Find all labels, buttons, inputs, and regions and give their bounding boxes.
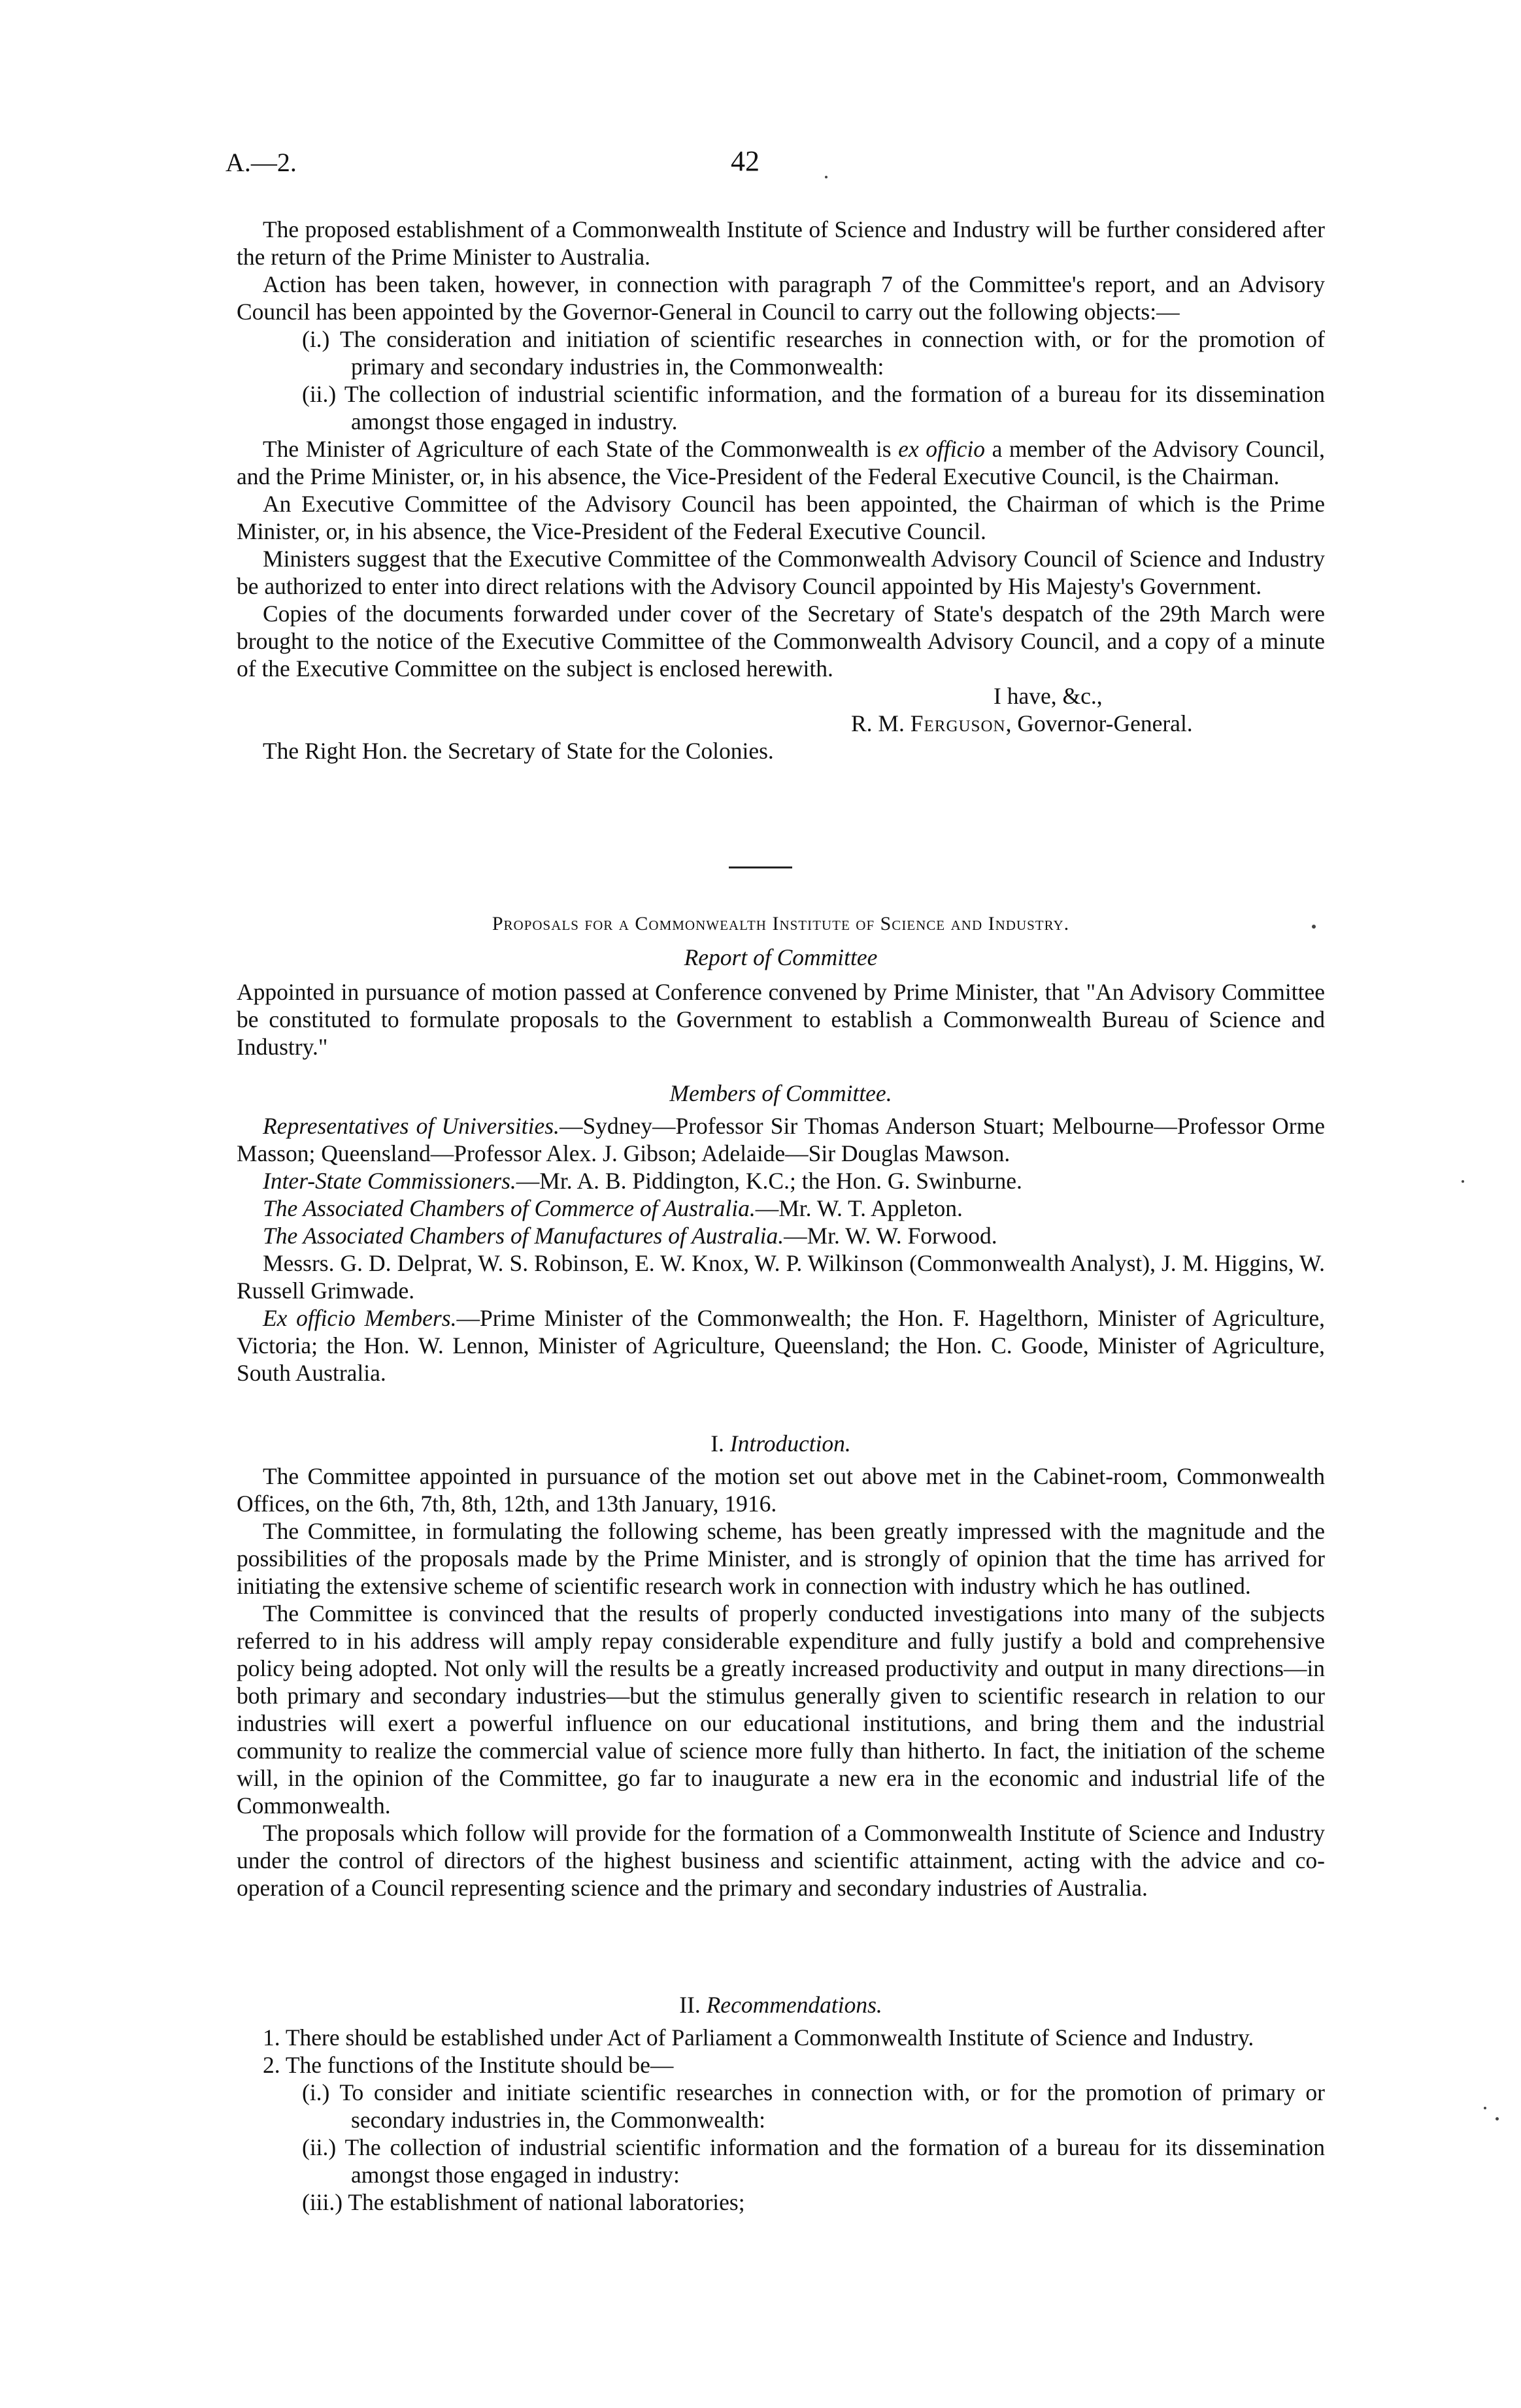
letter-body	[237, 216, 1325, 765]
letter-paragraph: An Executive Committee of the Advisory Council has been appointed, the Chairman of which is the Prime Minister, or, in his absence, the Vice-President of the Federal Executive Council.	[237, 491, 1325, 544]
object-item: (ii.) The collection of industrial scientific information, and the formation of a bureau for its dissemination amongst those engaged in industry.	[302, 381, 1326, 435]
letter-addressee: The Right Hon. the Secretary of State for the Colonies.	[263, 738, 774, 764]
recommendation-item: 1. There should be established under Act of Parliament a Commonwealth Institute of Science and Industry.	[263, 2024, 1254, 2051]
section-heading-recommendations: II. Recommendations.	[679, 1992, 882, 2018]
introduction-paragraph: The Committee appointed in pursuance of the motion set out above met in the Cabinet-room, Commonwealth Offices, on the 6th, 7th, 8th, 12th, and 13th January, 1916.	[237, 1463, 1325, 1517]
report-title: Proposals for a Commonwealth Institute of Science and Industry.	[492, 913, 1070, 934]
member-entry: Messrs. G. D. Delprat, W. S. Robinson, E. W. Knox, W. P. Wilkinson (Commonwealth Analyst), J. M. Higgins, W. Russell Grimwade.	[237, 1250, 1325, 1304]
letter-paragraph: Copies of the documents forwarded under cover of the Secretary of State's despatch of the 29th March were brought to the notice of the Executive Committee of the Commonwealth Advisory Council, and a copy of a minute of the Executive Committee on the subject is enclosed herewith.	[237, 601, 1325, 682]
member-entry: Representatives of Universities.—Sydney—Professor Sir Thomas Anderson Stuart; Melbourne—Professor Orme Masson; Queensland—Professor Alex. J. Gibson; Adelaide—Sir Douglas Mawson.	[237, 1113, 1325, 1166]
letter-paragraph: Action has been taken, however, in connection with paragraph 7 of the Committee's report, and an Advisory Council has been appointed by the Governor-General in Council to carry out the following objects:—	[237, 271, 1325, 325]
section-heading-introduction: I. Introduction.	[710, 1430, 851, 1457]
member-entry: The Associated Chambers of Manufactures of Australia.—Mr. W. W. Forwood.	[263, 1223, 997, 1249]
members-list	[237, 1112, 1325, 1387]
letter-closing: I have, &c.,	[994, 683, 1103, 709]
page-number: 42	[731, 145, 760, 177]
report-subtitle: Report of Committee	[684, 944, 878, 970]
introduction-paragraph: The proposals which follow will provide for the formation of a Commonwealth Institute of Science and Industry under the control of directors of the highest business and scientific attainment, acting with the advice and co-operation of a Council representing science and the primary and secondary industries of Australia.	[237, 1820, 1325, 1901]
function-item: (i.) To consider and initiate scientific researches in connection with, or for the promotion of primary or secondary industries in, the Commonwealth:	[302, 2079, 1325, 2133]
scan-speck	[1312, 925, 1316, 929]
report-intro	[237, 978, 1325, 1061]
letter-paragraph: The proposed establishment of a Commonwealth Institute of Science and Industry will be further considered after the return of the Prime Minister to Australia.	[237, 216, 1325, 270]
scan-speck	[1496, 2117, 1499, 2120]
section-code: A.—2.	[226, 148, 297, 177]
recommendation-item: 2. The functions of the Institute should be—	[263, 2052, 674, 2078]
introduction-body	[237, 1462, 1325, 1902]
letter-paragraph: The Minister of Agriculture of each State of the Commonwealth is ex officio a member of the Advisory Council, and the Prime Minister, or, in his absence, the Vice-President of the Federal Executive Council, is the Chairman.	[237, 436, 1325, 489]
member-entry: Ex officio Members.—Prime Minister of the Commonwealth; the Hon. F. Hagelthorn, Minister of Agriculture, Victoria; the Hon. W. Lennon, Minister of Agriculture, Queensland; the Hon. C. Goode, Minister of Agriculture, South Australia.	[237, 1305, 1325, 1386]
section-divider	[729, 866, 792, 868]
letter-paragraph: Ministers suggest that the Executive Committee of the Commonwealth Advisory Council of Science and Industry be authorized to enter into direct relations with the Advisory Council appointed by His Majesty's Government.	[237, 546, 1325, 599]
scan-speck	[1462, 1180, 1464, 1183]
member-entry: The Associated Chambers of Commerce of Australia.—Mr. W. T. Appleton.	[263, 1195, 963, 1221]
report-intro-text: Appointed in pursuance of motion passed at Conference convened by Prime Minister, that "An Advisory Committee be constituted to formulate proposals to the Government to establish a Commonwealth Bureau of Science and Industry."	[237, 979, 1325, 1060]
member-entry: Inter-State Commissioners.—Mr. A. B. Piddington, K.C.; the Hon. G. Swinburne.	[263, 1168, 1022, 1194]
recommendations-body	[237, 2024, 1325, 2216]
object-item: (i.) The consideration and initiation of scientific researches in connection with, or for the promotion of primary and secondary industries in, the Commonwealth:	[302, 326, 1326, 380]
members-heading: Members of Committee.	[669, 1080, 892, 1106]
function-item: (iii.) The establishment of national laboratories;	[302, 2189, 745, 2215]
scan-speck	[1484, 2107, 1486, 2109]
introduction-paragraph: The Committee is convinced that the results of properly conducted investigations into many of the subjects referred to in his address will amply repay considerable expenditure and fully justify a bold and comprehensive policy being adopted. Not only will the results be a greatly increased productivity and output in many directions—in both primary and secondary industries—but the stimulus generally given to scientific research in relation to our industries will exert a powerful influence on our educational institutions, and bring them and the industrial community to realize the commercial value of science more fully than hitherto. In fact, the initiation of the scheme will, in the opinion of the Committee, go far to inaugurate a new era in the economic and industrial life of the Commonwealth.	[237, 1600, 1325, 1819]
letter-signature: R. M. Ferguson, Governor-General.	[851, 710, 1193, 736]
scan-speck	[825, 176, 827, 178]
function-item: (ii.) The collection of industrial scientific information and the formation of a bureau for its dissemination amongst those engaged in industry:	[302, 2134, 1326, 2188]
introduction-paragraph: The Committee, in formulating the following scheme, has been greatly impressed with the magnitude and the possibilities of the proposals made by the Prime Minister, and is strongly of opinion that the time has arrived for initiating the extensive scheme of scientific research work in connection with industry which he has outlined.	[237, 1518, 1325, 1599]
